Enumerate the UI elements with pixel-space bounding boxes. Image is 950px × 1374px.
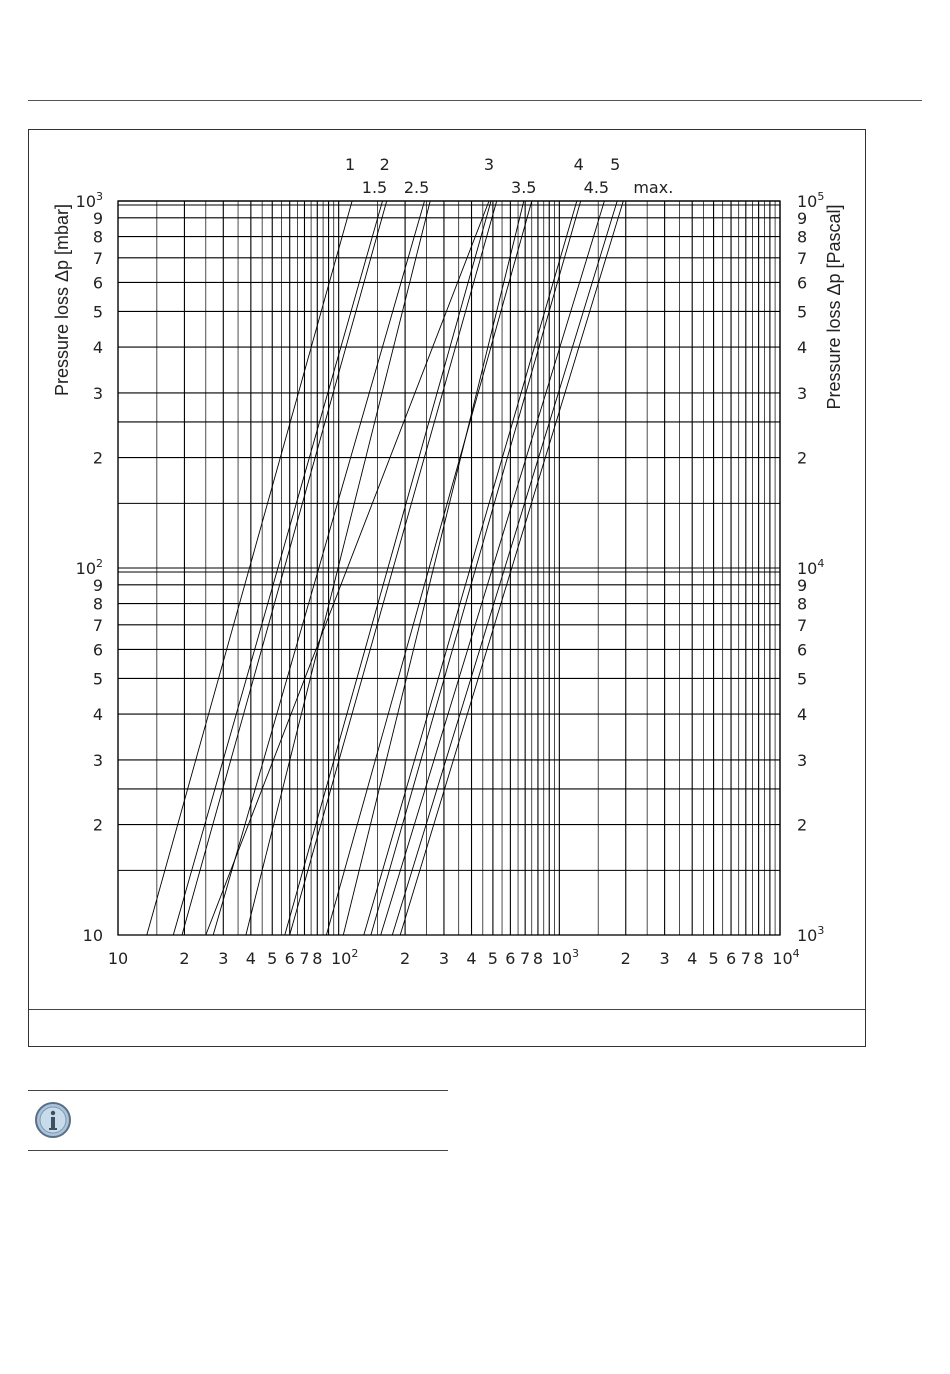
series-label: 2.5 <box>403 178 430 197</box>
y2-tick-label: 9 <box>797 208 808 228</box>
y2-tick-label: 4 <box>797 338 808 358</box>
x-tick-label: 4 <box>245 949 256 968</box>
x-tick-label: 2 <box>179 949 190 968</box>
x-tick-label: 2 <box>400 949 411 968</box>
series-label: 3.5 <box>511 178 537 197</box>
x-tick-label: 10 <box>107 949 129 968</box>
y-tick-label: 3 <box>92 750 103 770</box>
x-tick-label: $10^3$ <box>551 947 580 968</box>
y-tick-label: 2 <box>92 815 103 835</box>
y-tick-label: 2 <box>92 448 103 468</box>
y-tick-label: 6 <box>92 640 103 660</box>
x-tick-label: 8 <box>753 949 764 968</box>
series-label: 1.5 <box>361 178 388 197</box>
y2-tick-label: 7 <box>797 248 808 268</box>
series-label: 4 <box>573 155 584 174</box>
y-tick-label: 6 <box>92 273 103 293</box>
y2-axis-label: Pressure loss Δp [Pascal] <box>824 204 844 410</box>
y-tick-label-exponent: 3 <box>96 190 103 203</box>
y-tick-label: 5 <box>92 669 103 689</box>
tick-labels <box>76 190 825 968</box>
y2-tick-label: 4 <box>797 705 808 725</box>
series-labels <box>345 155 673 197</box>
grid <box>118 201 780 935</box>
y-tick-label: 3 <box>92 383 103 403</box>
note-top-rule <box>28 1090 448 1091</box>
y-tick-label: 10 <box>82 926 103 945</box>
y2-tick-label: $10^4$ <box>797 557 825 578</box>
y2-tick-label: 6 <box>797 273 808 293</box>
x-tick-label: 5 <box>487 949 498 968</box>
y2-tick-label: 7 <box>797 615 808 635</box>
y2-tick-label: 6 <box>797 640 808 660</box>
y2-tick-label: 8 <box>797 594 808 614</box>
x-tick-label: 3 <box>218 949 229 968</box>
y2-tick-label: 5 <box>797 669 808 689</box>
x-tick-label: 6 <box>284 949 295 968</box>
y-tick-label: 8 <box>92 594 103 614</box>
y-tick-label: 9 <box>92 208 103 228</box>
x-tick-label-exponent: 3 <box>572 947 580 960</box>
x-tick-label: 7 <box>740 949 751 968</box>
x-tick-label: 5 <box>708 949 719 968</box>
y-tick-label: 4 <box>92 338 103 358</box>
x-tick-label: 7 <box>520 949 531 968</box>
x-tick-label: 8 <box>532 949 544 968</box>
y2-tick-label: $10^3$ <box>797 924 825 945</box>
y-tick-label: 9 <box>92 575 103 595</box>
y2-tick-label: 3 <box>797 750 808 770</box>
x-tick-label: 3 <box>659 949 670 968</box>
series-label: 5 <box>610 155 621 174</box>
x-tick-label: $10^2$ <box>330 947 359 968</box>
y-tick-label: 4 <box>92 705 103 725</box>
x-tick-label: 4 <box>466 949 477 968</box>
x-tick-label: $10^4$ <box>772 947 800 968</box>
series-label: 1 <box>344 155 356 174</box>
x-tick-label: 7 <box>299 949 310 968</box>
x-tick-label: 2 <box>620 949 631 968</box>
x-tick-label: 4 <box>687 949 698 968</box>
y-tick-label: $10^3$ <box>75 190 103 211</box>
y-tick-label: 7 <box>92 248 103 268</box>
y-tick-label: 5 <box>92 302 103 322</box>
y2-tick-label-exponent: 4 <box>817 557 825 570</box>
y-tick-label: $10^2$ <box>75 557 103 578</box>
info-icon <box>34 1101 72 1139</box>
y2-tick-label-exponent: 3 <box>817 924 825 937</box>
x-tick-label: 6 <box>505 949 516 968</box>
y2-tick-label: 2 <box>797 448 808 468</box>
y2-tick-label: $10^5$ <box>797 190 825 211</box>
y-tick-label: 7 <box>92 615 103 635</box>
x-tick-label-exponent: 4 <box>792 947 800 960</box>
series-label: 3 <box>483 155 495 174</box>
y-tick-label: 8 <box>92 227 103 247</box>
y2-tick-label: 8 <box>797 227 808 247</box>
note-bottom-rule <box>28 1150 448 1151</box>
y2-tick-label: 2 <box>797 815 808 835</box>
y2-tick-label: 9 <box>797 575 808 595</box>
series-label: max. <box>633 178 674 197</box>
series-label: 4.5 <box>583 178 610 197</box>
x-tick-label: 5 <box>267 949 278 968</box>
y2-tick-label-exponent: 5 <box>817 190 825 203</box>
x-tick-label: 6 <box>725 949 737 968</box>
y-axis-label: Pressure loss Δp [mbar] <box>52 203 72 397</box>
y-tick-label-exponent: 2 <box>96 557 103 570</box>
x-tick-label: 3 <box>438 949 450 968</box>
x-tick-label: 8 <box>312 949 323 968</box>
y2-tick-label: 3 <box>797 383 808 403</box>
series-label: 2 <box>379 155 390 174</box>
y2-tick-label: 5 <box>797 302 808 322</box>
x-tick-label-exponent: 2 <box>351 947 359 960</box>
